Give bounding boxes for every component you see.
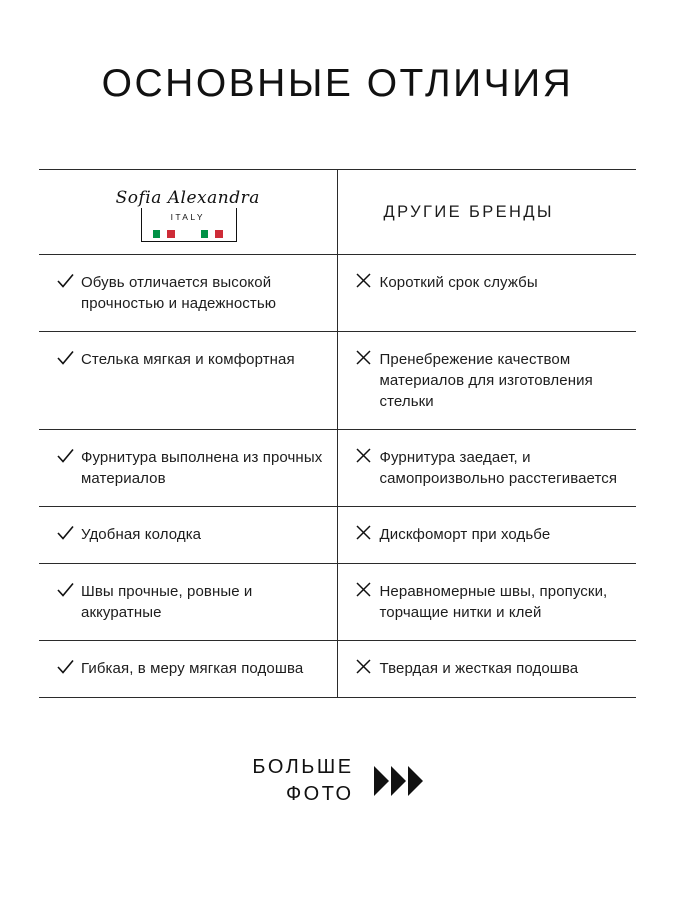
ours-text: Фурнитура выполнена из прочных материалов <box>81 449 323 487</box>
others-text: Пренебрежение качеством материалов для изготовления стельки <box>379 351 593 410</box>
brand-country: ITALY <box>167 212 209 222</box>
others-cell <box>338 332 637 429</box>
ours-cell <box>39 430 338 506</box>
brand-logo <box>85 186 290 238</box>
page-title: ОСНОВНЫЕ ОТЛИЧИЯ <box>101 62 574 105</box>
comparison-table <box>39 169 636 698</box>
cross-icon <box>356 349 380 365</box>
table-row <box>39 564 636 641</box>
check-icon <box>57 272 81 290</box>
others-text: Дискфоморт при ходьбе <box>379 526 551 543</box>
others-text: Фурнитура заедает, и самопроизвольно расстегивается <box>379 449 618 487</box>
check-icon <box>57 524 81 542</box>
ours-cell <box>39 332 338 429</box>
ours-text: Стелька мягкая и комфортная <box>81 351 295 368</box>
table-row <box>39 255 636 332</box>
ours-text: Обувь отличается высокой прочностью и надежностью <box>81 274 277 312</box>
chevron-right-icon <box>391 766 406 796</box>
table-header-row <box>39 170 636 255</box>
cross-icon <box>356 658 380 674</box>
table-row <box>39 641 636 697</box>
italy-flag-icon-left <box>153 230 175 238</box>
brand-name: Sofia Alexandra <box>112 188 264 208</box>
ours-cell <box>39 507 338 563</box>
others-cell <box>338 255 637 331</box>
table-row <box>39 430 636 507</box>
others-cell <box>338 507 637 563</box>
cross-icon <box>356 447 380 463</box>
check-icon <box>57 447 81 465</box>
cross-icon <box>356 524 380 540</box>
table-row <box>39 507 636 564</box>
chevron-right-icon <box>408 766 423 796</box>
others-text: Твердая и жесткая подошва <box>379 660 579 677</box>
others-cell <box>338 641 637 697</box>
check-icon <box>57 658 81 676</box>
check-icon <box>57 349 81 367</box>
cross-icon <box>356 581 380 597</box>
brand-header-cell <box>39 170 338 254</box>
ours-cell <box>39 564 338 640</box>
more-photos-label <box>252 754 353 808</box>
italy-flag-icon-right <box>201 230 223 238</box>
check-icon <box>57 581 81 599</box>
table-row <box>39 332 636 430</box>
chevron-right-triple-icon <box>374 766 423 796</box>
more-photos-footer[interactable] <box>252 754 422 808</box>
more-photos-line1: БОЛЬШЕ <box>252 756 354 778</box>
others-cell <box>338 564 637 640</box>
ours-text: Удобная колодка <box>81 526 202 543</box>
cross-icon <box>356 272 380 288</box>
ours-text: Гибкая, в меру мягкая подошва <box>81 660 304 677</box>
other-brands-header-cell <box>338 170 637 254</box>
brand-flags <box>153 230 223 238</box>
ours-cell <box>39 255 338 331</box>
other-brands-label: ДРУГИЕ БРЕНДЫ <box>383 202 554 221</box>
more-photos-line2: ФОТО <box>285 783 354 805</box>
others-text: Неравномерные швы, пропуски, торчащие нитки и клей <box>379 583 608 621</box>
chevron-right-icon <box>374 766 389 796</box>
ours-text: Швы прочные, ровные и аккуратные <box>81 583 253 621</box>
others-cell <box>338 430 637 506</box>
ours-cell <box>39 641 338 697</box>
others-text: Короткий срок службы <box>379 274 538 291</box>
